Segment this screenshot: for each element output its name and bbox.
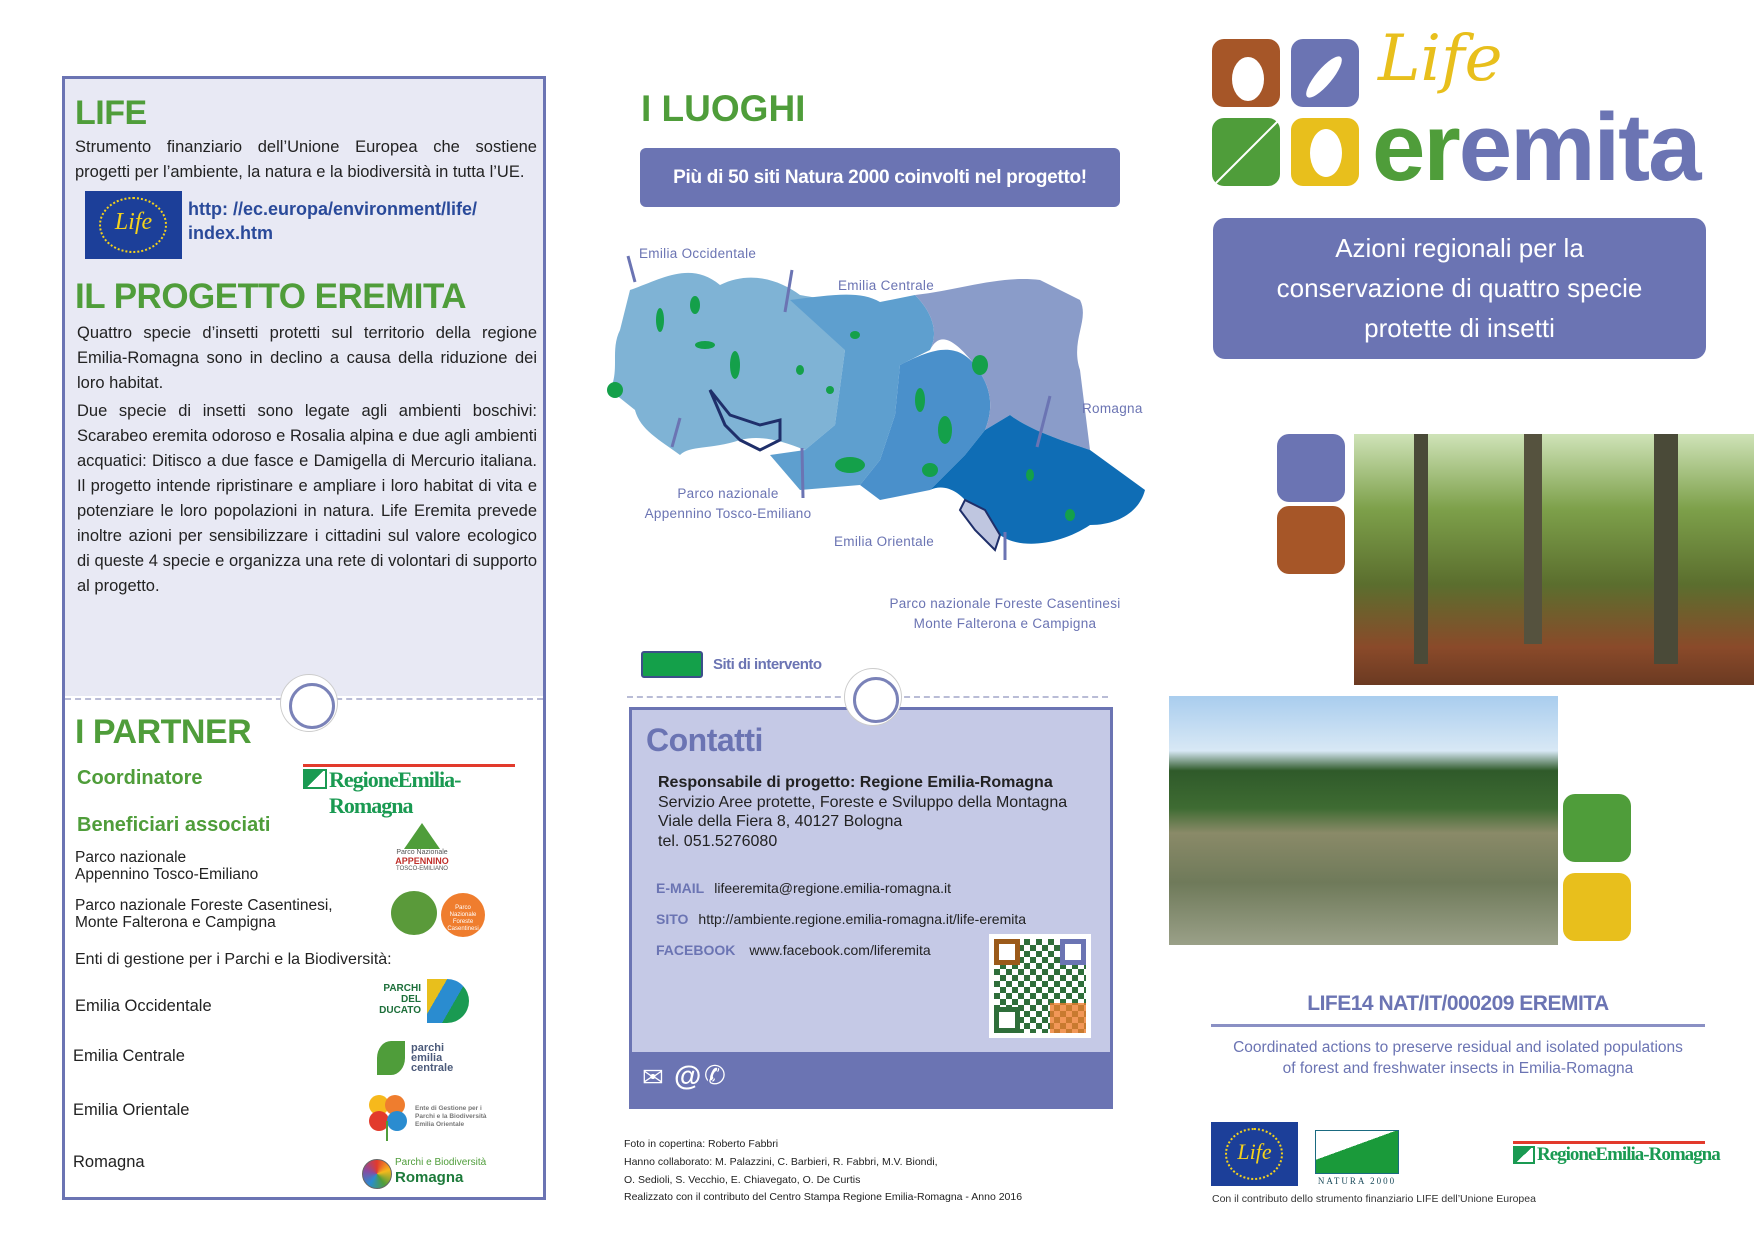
- left-panel: [62, 76, 546, 1200]
- ring-decoration: [281, 675, 337, 731]
- site-row: SITO http://ambiente.regione.emilia-romagna.it/life-eremita: [656, 911, 1027, 927]
- project-paragraph-2: Due specie di insetti sono legate agli ambienti boschivi: Scarabeo eremita odoroso e Rosalia alpina e due agli ambienti acquatici: Ditisco a due fasce e Damigella di Mercurio italiana. Il progetto intende ripristinare e ampliare i loro habitat di vita e potenziare le loro popolazioni in natura. Life Eremita prevede inoltre azioni per sensibilizzare i cittadini sul valore ecologico di queste 4 specie e organizza una rete di volontari di supporto al progetto.: [77, 402, 537, 595]
- email-row: E-MAIL lifeeremita@regione.emilia-romagna.it: [656, 880, 951, 896]
- map-label-appennino: Parco nazionale Appennino Tosco-Emiliano: [644, 486, 812, 521]
- funding-note: Con il contributo dello strumento finanziario LIFE dell’Unione Europea: [1212, 1193, 1536, 1205]
- region-logo: RegioneEmilia-Romagna: [1513, 1141, 1705, 1171]
- site-link[interactable]: http://ambiente.regione.emilia-romagna.it/life-eremita: [698, 911, 1027, 927]
- qr-code[interactable]: [989, 934, 1091, 1038]
- map-label-orientale: Emilia Orientale: [834, 534, 935, 549]
- legend-label: Siti di intervento: [713, 656, 822, 673]
- credits: Foto in copertina: Roberto Fabbri Hanno collaborato: M. Palazzini, C. Barbieri, R. Fabbri, M.V. Biondi, O. Sedioli, S. Vecchio, E. Chiavegato, O. De Curtis Realizzato con il contributo del Centro Stampa Regione Emilia-Romagna - Anno 2016: [624, 1138, 1023, 1204]
- beetle-icon: [1277, 506, 1345, 574]
- damselfly-icon: [1563, 794, 1631, 862]
- phone-icon: ✆: [704, 1060, 726, 1090]
- facebook-row: FACEBOOK www.facebook.com/liferemita: [656, 942, 931, 958]
- romagna-parks-logo: Parchi e Biodiversità Romagna: [362, 1157, 502, 1191]
- life-url-link[interactable]: http: //ec.europa/environment/life/ index.htm: [188, 199, 478, 243]
- emilia-orientale-logo: Ente di Gestione per i Parchi e la Biodiversità Emilia Orientale: [363, 1091, 503, 1141]
- partner-heading: I PARTNER: [75, 713, 252, 751]
- coordinator-label: Coordinatore: [77, 767, 203, 789]
- places-banner: Più di 50 siti Natura 2000 coinvolti nel progetto!: [640, 148, 1120, 207]
- natura-2000-logo: NATURA 2000: [1315, 1120, 1399, 1188]
- contacts-box: [629, 707, 1113, 1109]
- map-label-romagna: Romagna: [1082, 401, 1143, 416]
- parchi-emilia-centrale-logo: parchi emilia centrale: [377, 1037, 467, 1079]
- beneficiary-casentinesi: Parco nazionale Foreste Casentinesi, Monte Falterona e Campigna: [75, 897, 333, 931]
- longhorn-beetle-icon: [1277, 434, 1345, 502]
- entities-label: Enti di gestione per i Parchi e la Biodiversità:: [75, 951, 392, 968]
- casentinesi-logo: Parco Nazionale Foreste Casentinesi: [441, 893, 485, 937]
- cover-subtitle: Azioni regionali per la conservazione di quattro specie protette di insetti: [1213, 218, 1706, 359]
- casentinesi-logo-leaf: [391, 891, 437, 935]
- project-code: LIFE14 NAT/IT/000209 EREMITA: [1307, 992, 1609, 1015]
- region-logo: RegioneEmilia-Romagna: [303, 764, 515, 794]
- eu-life-logo: Life: [85, 191, 182, 259]
- life-link-row: [85, 191, 537, 259]
- insect-silhouettes: [1212, 39, 1360, 187]
- appennino-logo: Parco Nazionale APPENNINO TOSCO-EMILIANO: [387, 823, 457, 883]
- contacts-heading: Contatti: [646, 722, 763, 758]
- beneficiaries-label: Beneficiari associati: [77, 814, 271, 836]
- contacts-footer-bar: [632, 1052, 1110, 1106]
- map-label-casentinesi: Parco nazionale Foreste Casentinesi Monte Falterona e Campigna: [889, 596, 1121, 631]
- entity-emilia-orientale: Emilia Orientale: [73, 1101, 190, 1119]
- entity-romagna: Romagna: [73, 1153, 145, 1171]
- divider: [1211, 1024, 1705, 1027]
- english-subtitle: Coordinated actions to preserve residual and isolated populations of forest and freshwater insects in Emilia-Romagna: [1233, 1039, 1683, 1077]
- logo-life-script: Life: [1378, 22, 1503, 96]
- facebook-link[interactable]: www.facebook.com/liferemita: [749, 942, 931, 958]
- places-heading: I LUOGHI: [641, 88, 806, 129]
- logo-eremita: eremita: [1372, 94, 1700, 201]
- forest-photo: [1354, 434, 1754, 685]
- water-beetle-icon: [1563, 873, 1631, 941]
- envelope-icon: ✉: [642, 1062, 664, 1092]
- life-heading: LIFE: [75, 94, 147, 132]
- legend-swatch: [641, 651, 703, 678]
- email-link[interactable]: lifeeremita@regione.emilia-romagna.it: [714, 880, 951, 896]
- life-text: Strumento finanziario dell’Unione Europea che sostiene progetti per l’ambiente, la natura e la biodiversità in tutta l’UE.: [75, 138, 537, 181]
- eu-life-logo: Life: [1211, 1122, 1298, 1186]
- at-icon: @: [674, 1060, 702, 1091]
- beneficiary-appennino: Parco nazionale Appennino Tosco-Emiliano: [75, 849, 259, 883]
- entity-emilia-occidentale: Emilia Occidentale: [75, 997, 212, 1015]
- project-paragraph-1: Quattro specie d’insetti protetti sul territorio della regione Emilia-Romagna sono in declino a causa della riduzione dei loro habitat.: [77, 324, 537, 392]
- info-flow: [75, 93, 537, 599]
- ring-decoration: [845, 669, 901, 725]
- parchi-ducato-logo: PARCHI DEL DUCATO: [377, 979, 473, 1025]
- map-label-centrale: Emilia Centrale: [838, 278, 935, 293]
- contacts-address: Responsabile di progetto: Regione Emilia-Romagna Servizio Aree protette, Foreste e Sviluppo della Montagna Viale della Fiera 8, 40127 Bologna tel. 051.5276080: [658, 774, 1068, 850]
- lake-photo: [1169, 696, 1558, 945]
- project-heading: IL PROGETTO EREMITA: [75, 277, 467, 316]
- map-label-occidentale: Emilia Occidentale: [639, 246, 757, 261]
- region-map: [600, 240, 1160, 640]
- entity-emilia-centrale: Emilia Centrale: [73, 1047, 185, 1065]
